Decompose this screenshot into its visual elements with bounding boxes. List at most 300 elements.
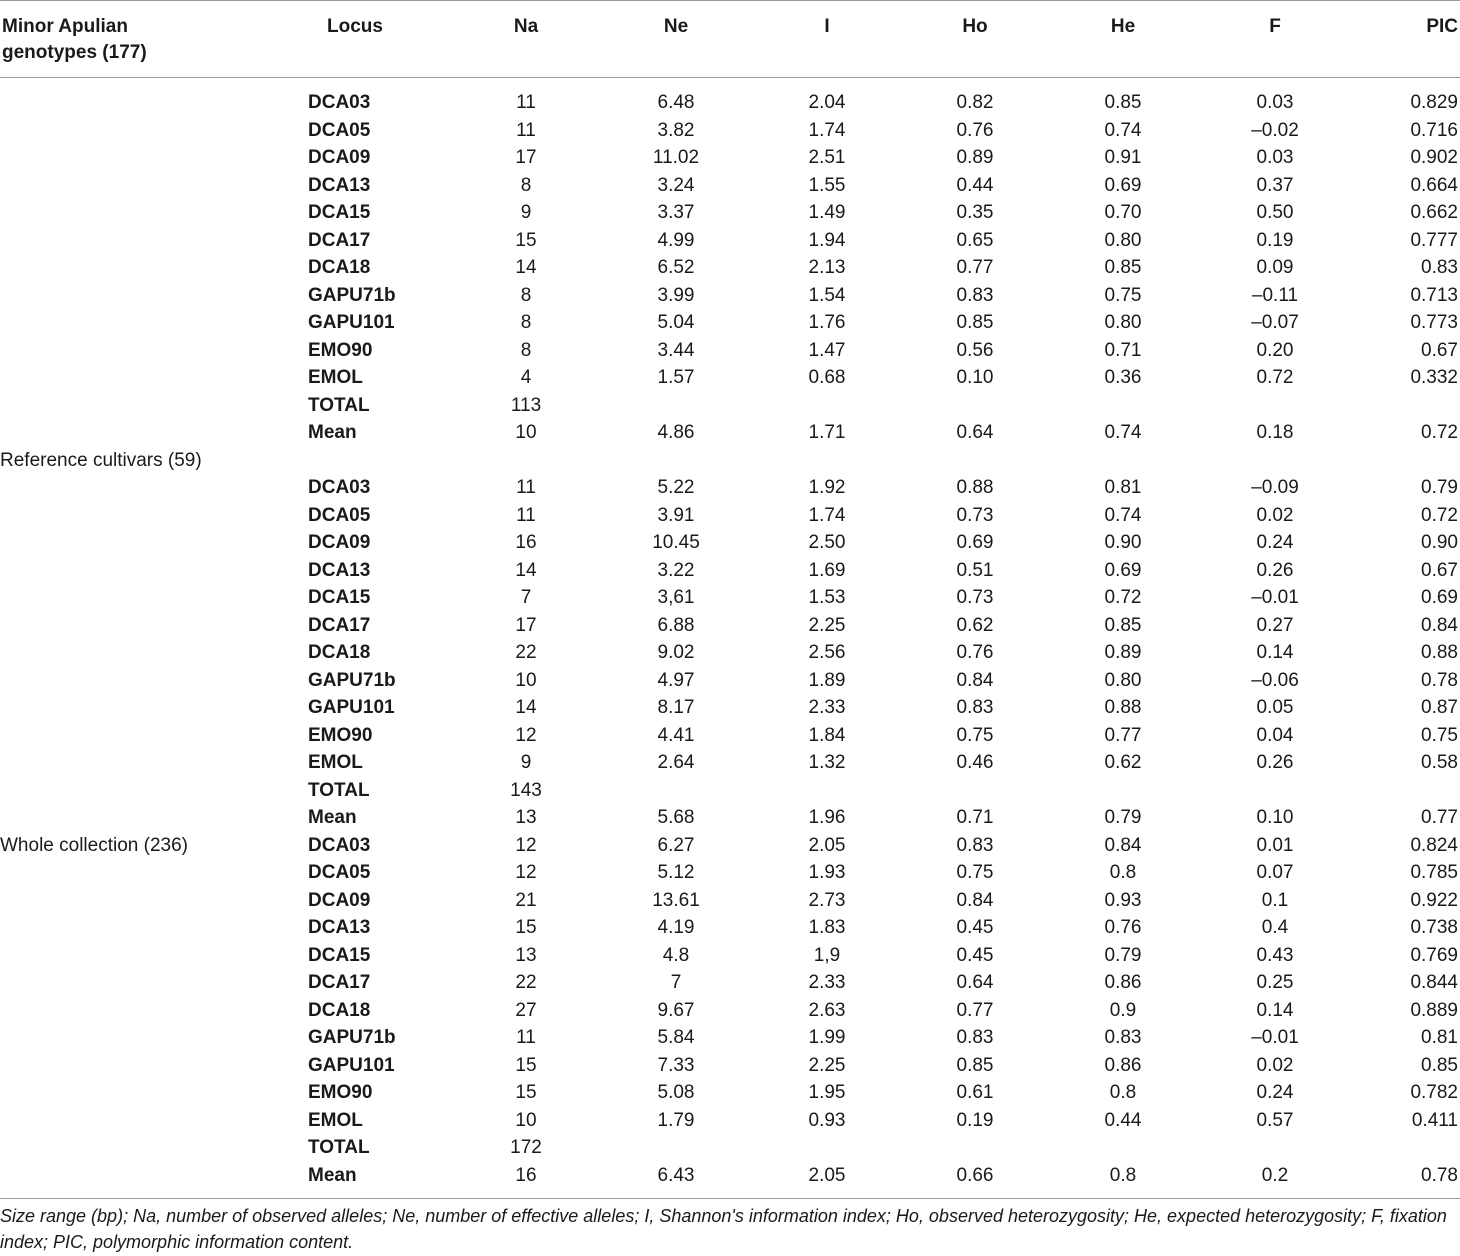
row-na: 113 [510, 394, 542, 416]
row-f: 0.24 [1256, 1082, 1294, 1103]
row-locus: Mean [308, 422, 357, 443]
row-pic: 0.67 [1421, 339, 1458, 361]
header-he: He [1110, 16, 1136, 37]
row-f: 0.03 [1256, 92, 1294, 113]
row-pic: 0.78 [1421, 1164, 1458, 1186]
row-ne: 9.67 [657, 999, 695, 1021]
row-f: 0.05 [1256, 697, 1294, 718]
row-ho: 0.62 [956, 614, 994, 636]
row-pic: 0.72 [1421, 504, 1458, 526]
row-i: 1.99 [808, 1027, 846, 1048]
row-ne: 3.44 [657, 339, 695, 361]
row-f: 0.25 [1256, 972, 1294, 993]
row-i: 2.56 [808, 642, 846, 663]
row-na: 15 [515, 1054, 537, 1076]
row-he: 0.81 [1104, 477, 1142, 498]
header-locus: Locus [327, 16, 383, 37]
table-row [0, 887, 1460, 915]
row-he: 0.36 [1104, 367, 1142, 388]
row-locus: Mean [308, 807, 357, 828]
row-i: 2.33 [808, 972, 846, 993]
row-na: 10 [515, 1109, 537, 1131]
row-na: 7 [520, 587, 532, 608]
row-pic: 0.902 [1410, 147, 1458, 168]
row-ho: 0.64 [956, 422, 994, 443]
row-ne: 3.82 [657, 119, 695, 141]
row-na: 15 [515, 1082, 537, 1103]
table-row [0, 722, 1460, 750]
row-f: 0.01 [1256, 834, 1294, 856]
row-i: 1.74 [808, 119, 846, 141]
row-ne: 4.97 [657, 669, 695, 691]
row-na: 9 [520, 202, 532, 223]
row-ho: 0.73 [956, 587, 994, 608]
row-locus: GAPU71b [308, 284, 396, 306]
table-row [0, 89, 1460, 117]
row-ne: 5.12 [657, 862, 695, 883]
row-f: 0.4 [1261, 917, 1289, 938]
row-na: 12 [515, 862, 537, 883]
row-ne: 4.86 [657, 422, 695, 443]
table-row [0, 282, 1460, 310]
row-ne: 6.27 [657, 834, 695, 856]
row-he: 0.74 [1104, 119, 1142, 141]
table-row [0, 419, 1460, 447]
row-locus: EMO90 [308, 724, 373, 746]
row-i: 1.74 [808, 504, 846, 526]
row-f: 0.09 [1256, 257, 1294, 278]
table-row [0, 1162, 1460, 1190]
row-f: –0.06 [1251, 669, 1299, 691]
row-i: 2.33 [808, 697, 846, 718]
row-i: 1.76 [808, 312, 846, 333]
row-locus: DCA17 [308, 229, 371, 251]
row-locus: EMO90 [308, 339, 373, 361]
row-pic: 0.81 [1421, 1027, 1458, 1048]
row-ho: 0.44 [956, 174, 994, 196]
row-ho: 0.45 [956, 944, 994, 966]
row-i: 2.50 [808, 532, 846, 553]
row-f: –0.01 [1251, 1027, 1299, 1048]
row-f: 0.10 [1256, 807, 1294, 828]
row-i: 0.93 [808, 1109, 846, 1131]
header-i: I [824, 16, 830, 37]
row-f: 0.07 [1256, 862, 1294, 883]
row-he: 0.77 [1104, 724, 1142, 746]
row-ne: 3,61 [657, 587, 695, 608]
row-ne: 9.02 [657, 642, 695, 663]
row-pic: 0.77 [1421, 807, 1458, 828]
row-locus: TOTAL [308, 394, 370, 416]
row-locus: EMOL [308, 1109, 363, 1131]
row-ho: 0.69 [956, 532, 994, 553]
row-i: 1.47 [808, 339, 846, 361]
row-ho: 0.77 [956, 257, 994, 278]
row-na: 21 [515, 889, 537, 911]
row-na: 14 [515, 257, 537, 278]
row-pic: 0.662 [1410, 202, 1458, 223]
row-ho: 0.85 [956, 312, 994, 333]
row-f: 0.18 [1256, 422, 1294, 443]
row-he: 0.84 [1104, 834, 1142, 856]
row-pic: 0.72 [1421, 422, 1458, 443]
table-row [0, 309, 1460, 337]
row-pic: 0.78 [1421, 669, 1458, 691]
row-na: 143 [510, 779, 542, 801]
row-pic: 0.79 [1421, 477, 1458, 498]
table-row [0, 942, 1460, 970]
row-na: 172 [510, 1137, 542, 1158]
row-pic: 0.844 [1410, 972, 1458, 993]
row-locus: EMOL [308, 752, 363, 773]
row-f: 0.57 [1256, 1109, 1294, 1131]
row-ne: 4.41 [657, 724, 695, 746]
row-he: 0.85 [1104, 92, 1142, 113]
row-locus: TOTAL [308, 1137, 370, 1158]
row-na: 17 [515, 614, 537, 636]
row-locus: GAPU101 [308, 312, 395, 333]
row-f: 0.03 [1256, 147, 1294, 168]
row-he: 0.8 [1109, 1164, 1137, 1186]
row-pic: 0.738 [1410, 917, 1458, 938]
row-he: 0.74 [1104, 504, 1142, 526]
row-na: 22 [515, 972, 537, 993]
row-ho: 0.46 [956, 752, 994, 773]
row-pic: 0.922 [1410, 889, 1458, 911]
row-ho: 0.64 [956, 972, 994, 993]
row-ne: 3.24 [657, 174, 695, 196]
row-he: 0.91 [1104, 147, 1142, 168]
row-ho: 0.71 [956, 807, 994, 828]
row-ho: 0.83 [956, 834, 994, 856]
row-i: 2.05 [808, 1164, 846, 1186]
table-row [0, 969, 1460, 997]
row-ne: 3.99 [657, 284, 695, 306]
row-ho: 0.77 [956, 999, 994, 1021]
row-locus: DCA09 [308, 532, 371, 553]
row-ne: 6.48 [657, 92, 695, 113]
row-ho: 0.83 [956, 284, 994, 306]
row-pic: 0.332 [1410, 367, 1458, 388]
row-ho: 0.88 [956, 477, 994, 498]
row-na: 10 [515, 669, 537, 691]
row-f: 0.26 [1256, 559, 1294, 581]
row-ne: 4.19 [657, 917, 695, 938]
table-header [0, 0, 1460, 78]
row-i: 2.04 [808, 92, 846, 113]
row-i: 1.55 [808, 174, 846, 196]
row-i: 1,9 [813, 944, 841, 966]
row-na: 8 [520, 174, 532, 196]
row-ne: 2.64 [657, 752, 695, 773]
row-f: 0.14 [1256, 642, 1294, 663]
row-f: 0.1 [1261, 889, 1289, 911]
row-he: 0.80 [1104, 669, 1142, 691]
row-na: 27 [515, 999, 537, 1021]
table-row [0, 804, 1460, 832]
row-locus: DCA09 [308, 889, 371, 911]
row-na: 11 [516, 92, 536, 113]
row-locus: TOTAL [308, 779, 370, 801]
row-f: 0.43 [1256, 944, 1294, 966]
row-ho: 0.19 [956, 1109, 994, 1131]
row-i: 2.51 [808, 147, 846, 168]
row-i: 1.54 [808, 284, 846, 306]
row-ne: 5.68 [657, 807, 695, 828]
table-footnote: Size range (bp); Na, number of observed alleles; Ne, number of effective alleles; I, Shannon's information index; Ho, observed heterozygosity; He, expected heterozygosity; F, fixation index; PIC, polymorphic information content. [0, 1206, 1447, 1252]
row-ne: 5.22 [657, 477, 695, 498]
row-f: –0.09 [1251, 477, 1299, 498]
row-f: 0.2 [1261, 1164, 1289, 1186]
row-he: 0.62 [1104, 752, 1142, 773]
table-row [0, 144, 1460, 172]
row-he: 0.86 [1104, 1054, 1142, 1076]
row-ne: 4.8 [662, 944, 690, 966]
table-row [0, 1107, 1460, 1135]
row-ho: 0.61 [956, 1082, 994, 1103]
row-ne: 6.52 [657, 257, 695, 278]
row-ho: 0.35 [956, 202, 994, 223]
row-he: 0.93 [1104, 889, 1142, 911]
row-ho: 0.83 [956, 1027, 994, 1048]
row-i: 2.05 [808, 834, 846, 856]
row-he: 0.83 [1104, 1027, 1142, 1048]
table-bottom-rule [0, 1198, 1460, 1199]
row-ho: 0.10 [956, 367, 994, 388]
table-row [0, 227, 1460, 255]
row-f: 0.19 [1256, 229, 1294, 251]
row-i: 1.83 [808, 917, 846, 938]
row-ho: 0.82 [956, 92, 994, 113]
row-ne: 5.04 [657, 312, 695, 333]
row-locus: DCA18 [308, 257, 371, 278]
row-he: 0.85 [1104, 614, 1142, 636]
row-i: 1.92 [808, 477, 846, 498]
row-ne: 6.88 [657, 614, 695, 636]
row-pic: 0.69 [1421, 587, 1458, 608]
header-pic: PIC [1426, 16, 1458, 37]
row-i: 1.93 [808, 862, 846, 883]
row-ho: 0.84 [956, 669, 994, 691]
row-na: 8 [520, 284, 532, 306]
row-locus: DCA15 [308, 587, 371, 608]
row-locus: DCA05 [308, 119, 371, 141]
row-locus: DCA03 [308, 834, 371, 856]
header-group: Minor Apulian genotypes (177) [2, 16, 147, 63]
table-row [0, 612, 1460, 640]
row-pic: 0.773 [1410, 312, 1458, 333]
row-he: 0.79 [1104, 807, 1142, 828]
row-na: 14 [515, 697, 537, 718]
row-group-label: Whole collection (236) [0, 834, 188, 856]
row-pic: 0.664 [1410, 174, 1458, 196]
row-f: 0.27 [1256, 614, 1294, 636]
row-he: 0.76 [1104, 917, 1142, 938]
table-row [0, 859, 1460, 887]
row-f: 0.37 [1256, 174, 1294, 196]
row-pic: 0.782 [1410, 1082, 1458, 1103]
row-na: 8 [520, 312, 532, 333]
row-f: 0.72 [1256, 367, 1294, 388]
row-pic: 0.824 [1410, 834, 1458, 856]
row-ho: 0.73 [956, 504, 994, 526]
row-locus: Mean [308, 1164, 357, 1186]
row-pic: 0.84 [1421, 614, 1458, 636]
row-locus: DCA13 [308, 917, 371, 938]
row-ho: 0.65 [956, 229, 994, 251]
row-locus: EMO90 [308, 1082, 373, 1103]
row-na: 16 [515, 532, 537, 553]
row-locus: DCA13 [308, 559, 371, 581]
header-ne: Ne [663, 16, 689, 37]
row-na: 11 [516, 504, 536, 526]
row-i: 2.25 [808, 614, 846, 636]
table-row [0, 199, 1460, 227]
row-locus: DCA17 [308, 614, 371, 636]
row-f: 0.26 [1256, 752, 1294, 773]
table-row [0, 254, 1460, 282]
row-pic: 0.889 [1410, 999, 1458, 1021]
row-ne: 3.37 [657, 202, 695, 223]
row-locus: DCA18 [308, 999, 371, 1021]
row-ho: 0.66 [956, 1164, 994, 1186]
row-f: 0.24 [1256, 532, 1294, 553]
table-row [0, 1134, 1460, 1162]
row-na: 14 [515, 559, 537, 581]
row-na: 15 [515, 229, 537, 251]
row-i: 1.96 [808, 807, 846, 828]
row-ho: 0.56 [956, 339, 994, 361]
table-row [0, 584, 1460, 612]
row-he: 0.8 [1109, 1082, 1137, 1103]
row-na: 16 [515, 1164, 537, 1186]
row-ho: 0.76 [956, 642, 994, 663]
row-locus: DCA05 [308, 504, 371, 526]
row-he: 0.9 [1109, 999, 1137, 1021]
row-f: –0.07 [1251, 312, 1299, 333]
row-he: 0.70 [1104, 202, 1142, 223]
row-f: –0.01 [1251, 587, 1299, 608]
row-na: 11 [516, 119, 536, 141]
row-f: –0.11 [1251, 284, 1299, 306]
row-pic: 0.90 [1421, 532, 1458, 553]
row-f: 0.02 [1256, 1054, 1294, 1076]
row-ho: 0.75 [956, 862, 994, 883]
row-f: 0.04 [1256, 724, 1294, 746]
row-locus: GAPU101 [308, 697, 395, 718]
table-row [0, 749, 1460, 777]
row-f: 0.20 [1256, 339, 1294, 361]
table-row [0, 1079, 1460, 1107]
row-i: 1.94 [808, 229, 846, 251]
row-ne: 5.84 [657, 1027, 695, 1048]
row-i: 2.13 [808, 257, 846, 278]
row-na: 9 [520, 752, 532, 773]
table-row [0, 117, 1460, 145]
table-row [0, 997, 1460, 1025]
row-na: 8 [520, 339, 532, 361]
row-ne: 11.02 [652, 147, 700, 168]
header-ho: Ho [962, 16, 988, 37]
table-row [0, 474, 1460, 502]
table-row [0, 172, 1460, 200]
row-he: 0.80 [1104, 229, 1142, 251]
row-na: 4 [520, 367, 532, 388]
row-ne: 1.57 [657, 367, 695, 388]
row-i: 1.71 [808, 422, 846, 443]
row-locus: DCA05 [308, 862, 371, 883]
row-he: 0.86 [1104, 972, 1142, 993]
row-locus: DCA13 [308, 174, 371, 196]
row-i: 1.32 [808, 752, 846, 773]
row-pic: 0.713 [1410, 284, 1458, 306]
row-pic: 0.75 [1421, 724, 1458, 746]
row-ne: 3.91 [657, 504, 695, 526]
row-na: 11 [516, 477, 536, 498]
row-locus: EMOL [308, 367, 363, 388]
row-ne: 5.08 [657, 1082, 695, 1103]
row-na: 22 [515, 642, 537, 663]
row-ne: 7 [670, 972, 682, 993]
row-i: 2.73 [808, 889, 846, 911]
row-i: 2.25 [808, 1054, 846, 1076]
row-locus: DCA15 [308, 202, 371, 223]
row-locus: DCA03 [308, 92, 371, 113]
row-he: 0.69 [1104, 559, 1142, 581]
row-pic: 0.83 [1421, 257, 1458, 278]
row-pic: 0.411 [1411, 1109, 1458, 1131]
row-ho: 0.45 [956, 917, 994, 938]
row-ne: 3.22 [657, 559, 695, 581]
row-na: 12 [515, 834, 537, 856]
row-i: 1.53 [808, 587, 846, 608]
row-pic: 0.58 [1421, 752, 1458, 773]
row-he: 0.89 [1104, 642, 1142, 663]
table-row [0, 502, 1460, 530]
row-ho: 0.51 [956, 559, 994, 581]
table-row [0, 777, 1460, 805]
row-na: 11 [516, 1027, 536, 1048]
header-f: F [1269, 16, 1281, 37]
row-locus: DCA18 [308, 642, 371, 663]
row-i: 1.95 [808, 1082, 846, 1103]
row-ho: 0.76 [956, 119, 994, 141]
row-he: 0.85 [1104, 257, 1142, 278]
row-pic: 0.777 [1410, 229, 1458, 251]
table-row [0, 694, 1460, 722]
row-locus: GAPU101 [308, 1054, 395, 1076]
row-na: 12 [515, 724, 537, 746]
row-pic: 0.829 [1410, 92, 1458, 113]
row-locus: DCA09 [308, 147, 371, 168]
row-f: –0.02 [1251, 119, 1299, 141]
row-he: 0.88 [1104, 697, 1142, 718]
row-he: 0.80 [1104, 312, 1142, 333]
row-locus: GAPU71b [308, 1027, 396, 1048]
row-i: 0.68 [808, 367, 846, 388]
row-ne: 7.33 [657, 1054, 695, 1076]
row-ho: 0.75 [956, 724, 994, 746]
row-na: 17 [515, 147, 537, 168]
row-na: 10 [515, 422, 537, 443]
row-ne: 1.79 [657, 1109, 695, 1131]
row-na: 13 [515, 807, 537, 828]
row-i: 1.84 [808, 724, 846, 746]
table-row [0, 529, 1460, 557]
row-pic: 0.716 [1410, 119, 1458, 141]
row-locus: DCA17 [308, 972, 371, 993]
row-ne: 4.99 [657, 229, 695, 251]
